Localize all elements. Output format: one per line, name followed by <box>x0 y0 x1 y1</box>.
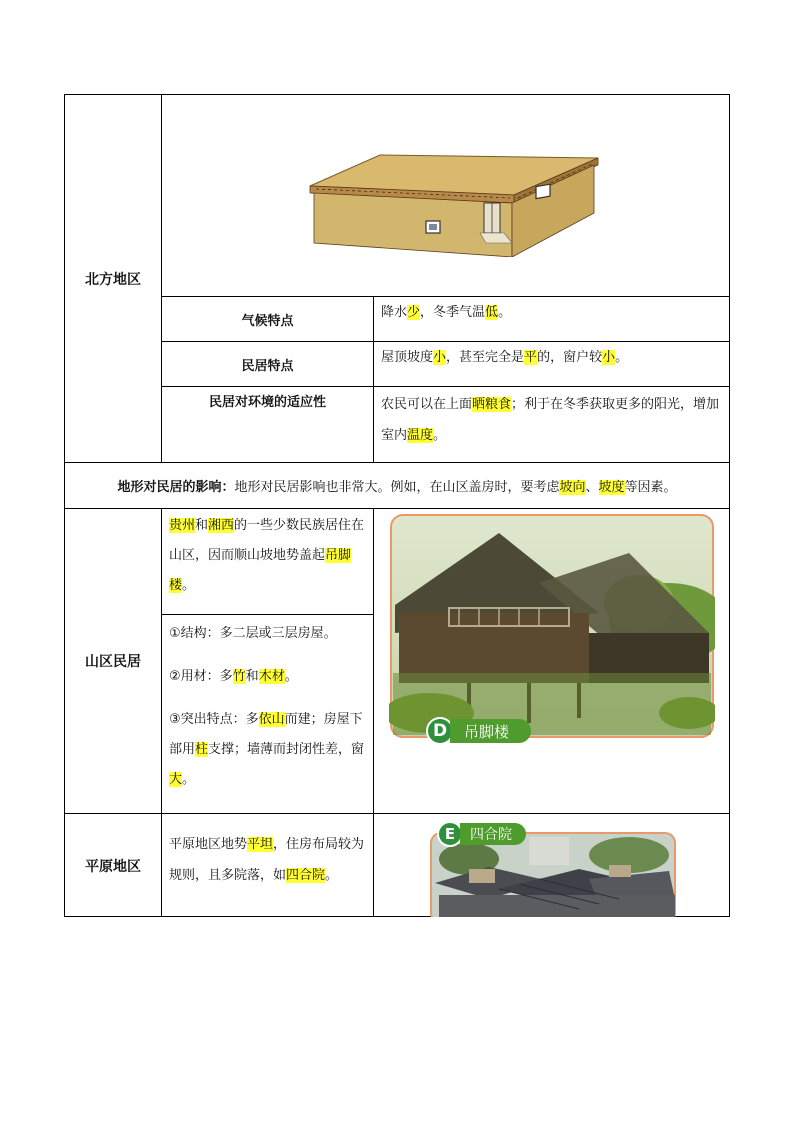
text-span: ①结构：多二层或三层房屋。 <box>169 626 337 641</box>
terrain-heading: 地形对民居的影响： <box>117 480 235 495</box>
region-label-mountain: 山区民居 <box>85 654 141 670</box>
text-span: 降水 <box>381 305 408 320</box>
highlighted-keyword: 小 <box>602 350 616 365</box>
text-span: ；利于在冬季获取更多的阳光，增加室内 <box>381 397 720 443</box>
row-head-climate <box>162 297 373 341</box>
dwelling-description <box>381 342 725 386</box>
mountain-intro-text <box>169 511 369 611</box>
text-span: 。 <box>615 350 629 365</box>
text-span: 农民可以在上面 <box>381 397 473 412</box>
row-head-text: 民居特点 <box>241 358 294 374</box>
highlighted-keyword: 平 <box>524 350 538 365</box>
geography-table <box>64 94 730 917</box>
siheyuan-caption <box>437 821 526 847</box>
climate-description <box>381 297 725 341</box>
divider <box>161 614 373 615</box>
text-span: 。 <box>498 305 512 320</box>
photo-caption-text: 四合院 <box>460 823 526 845</box>
text-span: 而建；房屋下部用 <box>169 712 363 757</box>
highlighted-keyword: 柱 <box>195 742 209 757</box>
divider <box>373 508 374 917</box>
text-span: 。 <box>182 578 196 593</box>
photo-caption-text: 吊脚楼 <box>450 719 531 743</box>
text-span: ，冬季气温 <box>420 305 486 320</box>
photo-label-d: D <box>426 717 454 745</box>
text-span: 平原地区地势 <box>169 837 248 852</box>
text-span: ②用材：多 <box>169 669 233 684</box>
text-span: ③突出特点：多 <box>169 712 259 727</box>
highlighted-keyword: 竹 <box>232 669 246 684</box>
text-span: 的，窗户较 <box>537 350 603 365</box>
highlighted-keyword: 小 <box>433 350 447 365</box>
structure-point <box>169 619 369 649</box>
terrain-influence-note <box>65 463 729 508</box>
highlighted-keyword: 温度 <box>407 428 434 443</box>
text-span: 等因素。 <box>624 480 677 495</box>
highlighted-keyword: 少 <box>407 305 421 320</box>
highlighted-keyword: 吊脚楼 <box>169 548 352 593</box>
stilt-house-caption <box>426 717 556 745</box>
text-span: 。 <box>284 669 298 684</box>
highlighted-keyword: 湘西 <box>208 518 235 533</box>
highlighted-keyword: 依山 <box>258 712 285 727</box>
adaptation-description <box>381 389 727 461</box>
siheyuan-photo <box>429 819 677 917</box>
feature-point <box>169 705 369 795</box>
text-span: ，甚至完全是 <box>446 350 525 365</box>
region-label-north: 北方地区 <box>85 271 141 288</box>
divider <box>65 813 729 814</box>
text-span: 的一些少数民族居住在山区，因而顺山坡地势盖起 <box>169 518 365 563</box>
row-head-text: 民居对环境的适应性 <box>208 395 326 410</box>
text-span: 、 <box>585 480 599 495</box>
highlighted-keyword: 低 <box>485 305 499 320</box>
highlighted-keyword: 四合院 <box>286 868 326 883</box>
text-span: 和 <box>195 518 209 533</box>
plain-description <box>169 829 371 909</box>
text-span: 。 <box>433 428 447 443</box>
terrain-text <box>234 476 676 495</box>
row-head-adaptation <box>162 387 373 462</box>
text-span: 屋顶坡度 <box>381 350 434 365</box>
text-span: 地形对民居影响也非常大。例如，在山区盖房时，要考虑 <box>234 480 560 495</box>
region-label-plain: 平原地区 <box>85 858 141 875</box>
stilt-house-photo <box>389 513 715 753</box>
text-span: 和 <box>245 669 259 684</box>
divider <box>161 508 162 917</box>
highlighted-keyword: 木材 <box>258 669 285 684</box>
highlighted-keyword: 大 <box>169 772 183 787</box>
text-span: 支撑；墙薄而封闭性差，窗 <box>208 742 365 757</box>
highlighted-keyword: 坡向 <box>559 480 586 495</box>
row-head-text: 气候特点 <box>241 313 294 329</box>
highlighted-keyword: 坡度 <box>598 480 625 495</box>
text-span: 。 <box>325 868 339 883</box>
text-span: 。 <box>182 772 196 787</box>
highlighted-keyword: 晒粮食 <box>472 397 512 412</box>
mountain-points <box>169 617 369 813</box>
text-span: ，住房布局较为规则，且多院落，如 <box>169 837 365 883</box>
photo-label-e: E <box>437 821 463 847</box>
row-head-dwelling <box>162 342 373 386</box>
divider <box>373 296 374 462</box>
divider <box>65 508 729 509</box>
highlighted-keyword: 平坦 <box>247 837 274 852</box>
highlighted-keyword: 贵州 <box>169 518 196 533</box>
flat-roof-house-illustration <box>290 151 602 257</box>
material-point <box>169 662 369 692</box>
